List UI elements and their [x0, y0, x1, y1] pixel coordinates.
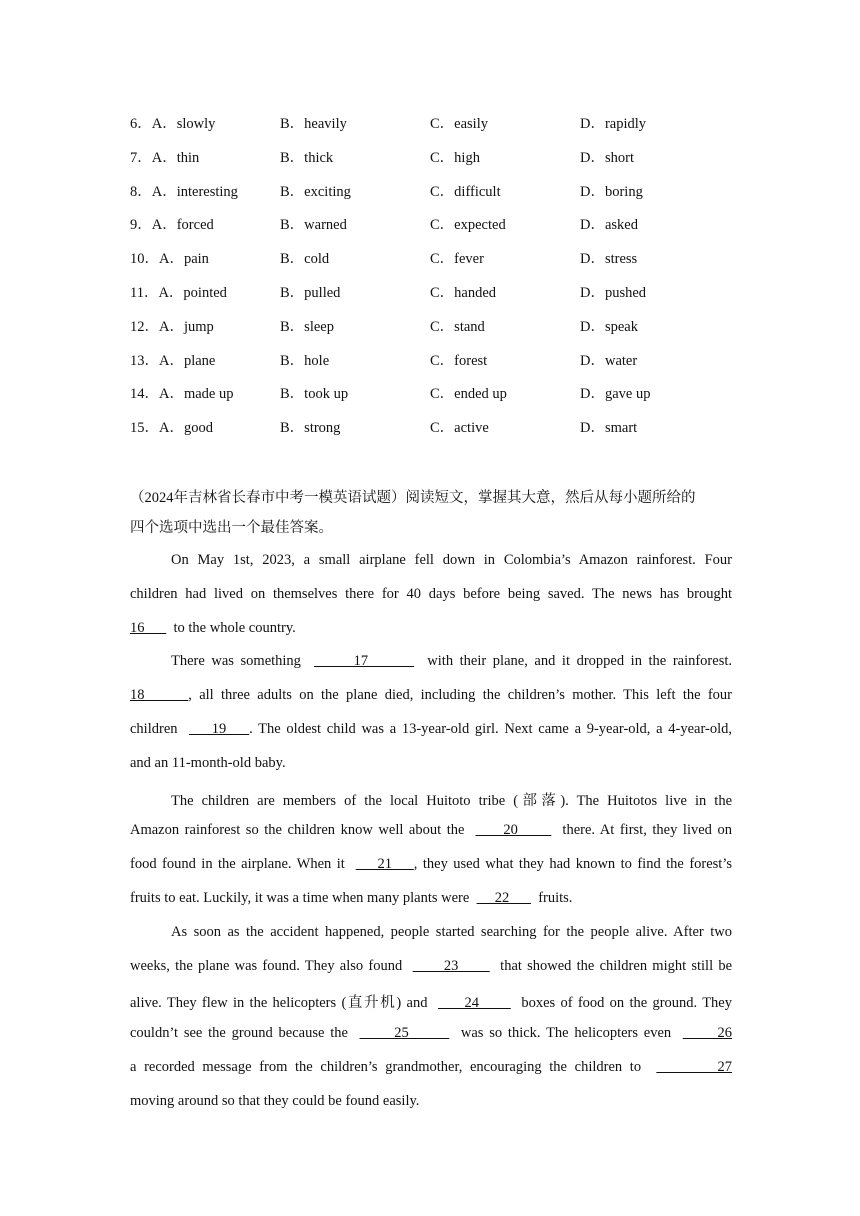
option-b: B．hole — [280, 352, 330, 369]
blank-16: 16 — [130, 619, 167, 636]
option-b: B．cold — [280, 251, 330, 268]
option-a: 12．A．jump — [130, 318, 214, 335]
option-c: C．expected — [430, 217, 506, 234]
option-c: C．handed — [430, 284, 497, 301]
option-b: B．heavily — [280, 116, 347, 132]
option-a: 7．A．thin — [130, 149, 200, 166]
option-row-15 — [130, 416, 750, 450]
option-b: B．strong — [280, 420, 341, 437]
option-row-10 — [130, 247, 750, 281]
option-c: C．easily — [430, 116, 488, 132]
option-row-11 — [130, 281, 750, 315]
blank-20: 20 — [475, 822, 552, 839]
option-row-6 — [130, 112, 750, 146]
source-line: 四个选项中选出一个最佳答案。 — [130, 520, 333, 536]
option-a: 14．A．made up — [130, 386, 234, 403]
option-d: D．boring — [580, 183, 643, 200]
passage-line: couldn’t see the ground because the 25 was so thick. The helicopters even 26 — [130, 1025, 733, 1042]
option-d: D．stress — [580, 251, 638, 268]
option-b: B．warned — [280, 217, 347, 234]
passage-line: children had lived on themselves there for 40 days before being saved. The news has brought — [130, 585, 732, 602]
passage-line: children 19 . The oldest child was a 13-year-old girl. Next came a 9-year-old, a 4-year-old, — [130, 720, 732, 737]
blank-23: 23 — [412, 957, 490, 974]
passage-line: weeks, the plane was found. They also found 23 that showed the children might still be — [130, 957, 733, 974]
passage-line: and an 11-month-old baby. — [130, 754, 286, 771]
option-a: 9．A．forced — [130, 217, 214, 234]
option-d: D．water — [580, 352, 638, 369]
option-a: 10．A．pain — [130, 251, 209, 268]
option-d: D．pushed — [580, 284, 647, 301]
blank-21: 21 — [355, 856, 414, 873]
option-a: 8．A．interesting — [130, 183, 238, 200]
option-b: B．took up — [280, 386, 349, 403]
option-c: C．difficult — [430, 183, 501, 200]
passage-line: As soon as the accident happened, people started searching for the people alive. After two — [171, 923, 732, 940]
option-row-9 — [130, 213, 750, 247]
passage-line: Amazon rainforest so the children know well about the 20 there. At first, they lived on — [130, 822, 732, 839]
passage-line: 18 , all three adults on the plane died, including the children’s mother. This left the four — [130, 687, 732, 704]
option-row-14 — [130, 382, 750, 416]
passage-line: fruits to eat. Luckily, it was a time when many plants were 22 fruits. — [130, 889, 573, 906]
blank-27: 27 — [656, 1058, 732, 1075]
option-b: B．sleep — [280, 318, 334, 335]
source-instruction — [130, 483, 732, 543]
option-c: C．fever — [430, 251, 484, 268]
passage-line: moving around so that they could be found easily. — [130, 1092, 420, 1109]
option-row-7 — [130, 146, 750, 180]
option-d: D．short — [580, 149, 634, 166]
option-c: C．active — [430, 420, 489, 437]
answer-options — [130, 112, 750, 450]
blank-22: 22 — [476, 889, 531, 906]
option-c: C．high — [430, 149, 480, 166]
option-a: 15．A．good — [130, 420, 213, 437]
blank-25: 25 — [359, 1025, 450, 1042]
option-a: 11．A．pointed — [130, 284, 227, 301]
passage-line: 16 to the whole country. — [130, 619, 296, 636]
option-row-12 — [130, 315, 750, 349]
option-b: B．pulled — [280, 284, 341, 301]
passage-line: food found in the airplane. When it 21 , they used what they had known to find the forest’s — [130, 856, 733, 873]
blank-26: 26 — [682, 1025, 733, 1042]
passage-line: alive. They flew in the helicopters (直升机) and 24 boxes of food on the ground. They — [130, 995, 732, 1012]
option-b: B．thick — [280, 149, 334, 166]
option-row-13 — [130, 349, 750, 383]
source-line: （2024年吉林省长春市中考一模英语试题）阅读短文，掌握其大意，然后从每小题所给的 — [130, 490, 696, 506]
blank-17: 17 — [314, 653, 415, 670]
option-d: D．gave up — [580, 386, 651, 403]
blank-18: 18 — [130, 687, 189, 704]
option-a: 6．A．slowly — [130, 116, 216, 132]
option-d: D．rapidly — [580, 116, 647, 132]
option-b: B．exciting — [280, 183, 351, 200]
option-d: D．speak — [580, 318, 638, 335]
option-c: C．stand — [430, 318, 485, 335]
passage-line: On May 1st, 2023, a small airplane fell down in Colombia’s Amazon rainforest. Four — [171, 552, 732, 568]
option-d: D．smart — [580, 420, 638, 437]
reading-passage — [130, 552, 732, 1127]
blank-24: 24 — [438, 995, 511, 1012]
option-d: D．asked — [580, 217, 638, 234]
option-c: C．forest — [430, 352, 488, 369]
blank-19: 19 — [188, 720, 250, 737]
option-c: C．ended up — [430, 386, 507, 403]
option-a: 13．A．plane — [130, 352, 216, 369]
passage-line: The children are members of the local Huitoto tribe (部落). The Huitotos live in the — [171, 792, 732, 809]
option-row-8 — [130, 180, 750, 214]
passage-line: There was something 17 with their plane, and it dropped in the rainforest. — [171, 653, 732, 670]
passage-line: a recorded message from the children’s grandmother, encouraging the children to 27 — [130, 1058, 732, 1075]
